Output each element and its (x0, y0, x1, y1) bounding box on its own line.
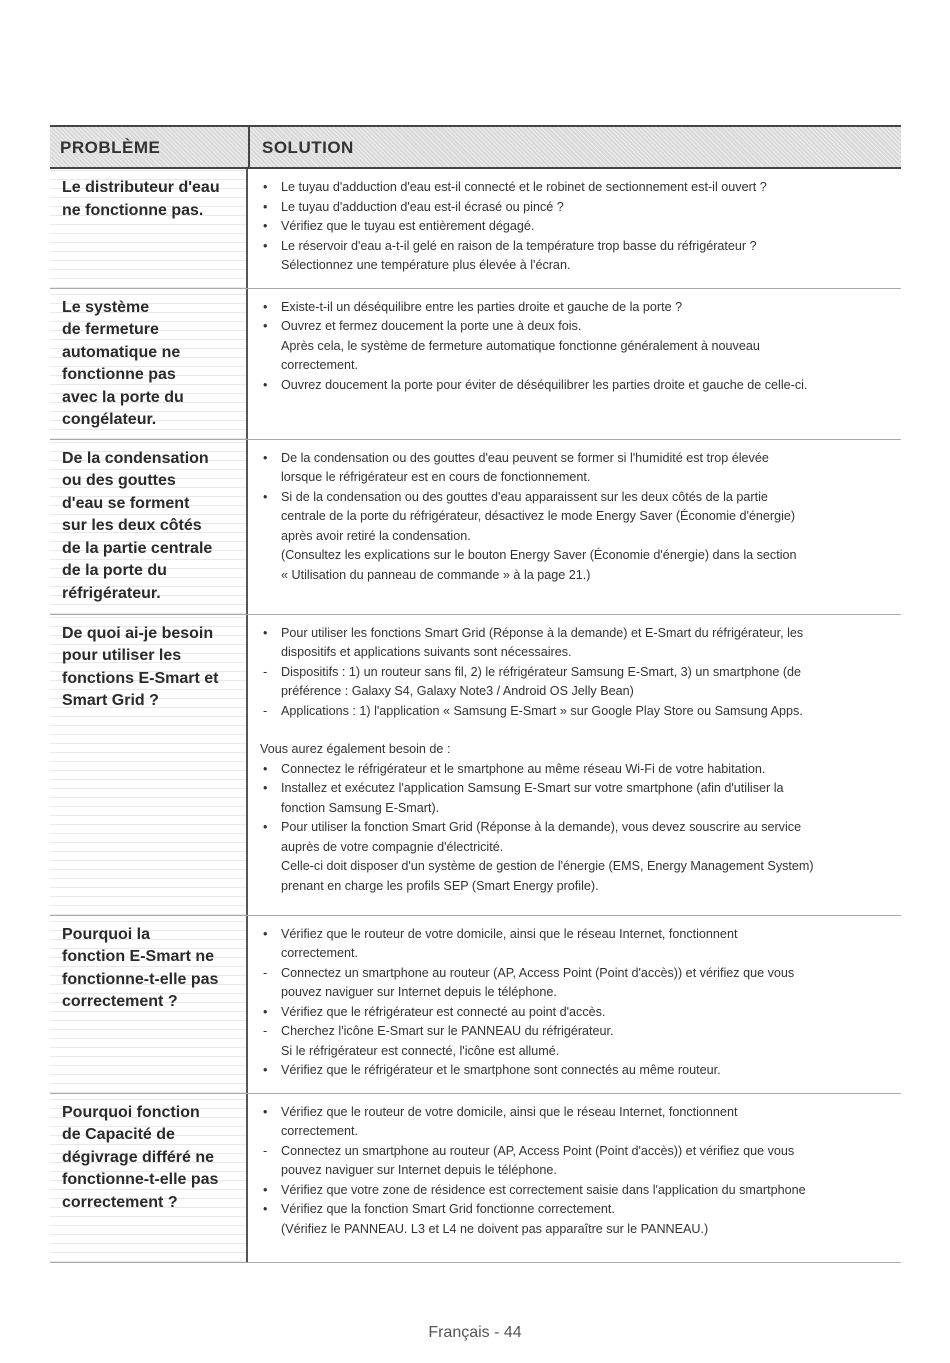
header-divider (248, 127, 250, 167)
solution-text: Dispositifs : 1) un routeur sans fil, 2) le réfrigérateur Samsung E-Smart, 3) un smartphone (de (281, 664, 802, 679)
solution-line (260, 198, 891, 218)
solution-text: (Vérifiez le PANNEAU. L3 et L4 ne doivent pas apparaître sur le PANNEAU.) (281, 1221, 709, 1236)
solution-line (260, 527, 891, 547)
problem-text: correctement ? (62, 993, 178, 1010)
dash-icon: - (263, 703, 268, 718)
table-row (50, 440, 901, 615)
solution-line (260, 925, 891, 945)
bullet-icon: • (263, 319, 268, 333)
solution-line (260, 779, 891, 799)
problem-text: De quoi ai-je besoin (62, 624, 214, 642)
solution-text: Le tuyau d'adduction d'eau est-il écrasé ou pincé ? (281, 199, 564, 214)
bullet-icon: • (263, 180, 268, 194)
problem-text: de la partie centrale (62, 539, 213, 557)
solution-text: correctement. (281, 358, 358, 372)
solution-text: Vérifiez que le réfrigérateur est connecté au point d'accès. (281, 1004, 606, 1019)
solution-line (260, 643, 891, 663)
problem-text: Pourquoi fonction (62, 1103, 200, 1121)
solution-text: Vérifiez que le routeur de votre domicile, ainsi que le réseau Internet, fonctionnent (281, 926, 738, 941)
solution-text: (Consultez les explications sur le bouton Energy Saver (Économie d'énergie) dans la section (281, 548, 797, 562)
solution-text: Ouvrez et fermez doucement la porte une à deux fois. (281, 319, 582, 333)
solution-cell (248, 1094, 901, 1262)
solution-text: Pour utiliser les fonctions Smart Grid (Réponse à la demande) et E-Smart du réfrigérateur, les (281, 625, 804, 640)
solution-line (260, 178, 891, 198)
solution-text: correctement. (281, 946, 358, 960)
problem-text: dégivrage différé ne (62, 1148, 215, 1166)
bullet-icon: • (263, 299, 268, 314)
solution-text: Vérifiez que le réfrigérateur et le smartphone sont connectés au même routeur. (281, 1063, 721, 1077)
page-footer: Français - 44 (428, 1324, 522, 1341)
bullet-icon: • (263, 761, 268, 776)
solution-text: Le tuyau d'adduction d'eau est-il connecté et le robinet de sectionnement est-il ouvert ? (281, 180, 767, 194)
solution-text: auprès de votre compagnie d'électricité. (281, 839, 504, 854)
solution-line (260, 1161, 891, 1181)
solution-line (260, 1103, 891, 1123)
solution-text: Connectez le réfrigérateur et le smartphone au même réseau Wi-Fi de votre habitation. (281, 761, 766, 776)
solution-line (260, 1181, 891, 1201)
dash-icon: - (263, 1143, 268, 1158)
solution-cell (248, 440, 901, 614)
solution-line (260, 317, 891, 337)
bullet-icon: • (263, 820, 268, 834)
problem-text: fonctionne-t-elle pas (62, 1171, 219, 1188)
solution-text: Si le réfrigérateur est connecté, l'icône est allumé. (281, 1043, 560, 1058)
problem-text: de la porte du (62, 562, 167, 579)
solution-text: Vous aurez également besoin de : (260, 742, 451, 756)
solution-text: Installez et exécutez l'application Samsung E-Smart sur votre smartphone (afin d'utiliser la (281, 781, 784, 795)
problem-cell (50, 615, 248, 915)
solution-line (260, 356, 891, 376)
dash-icon: - (263, 965, 268, 980)
solution-text: Après cela, le système de fermeture automatique fonctionne généralement à nouveau (281, 338, 760, 353)
problem-text: de fermeture (62, 321, 159, 338)
solution-text: prenant en charge les profils SEP (Smart Energy profile). (281, 878, 599, 893)
problem-text: congélateur. (62, 411, 157, 428)
solution-text: Connectez un smartphone au routeur (AP, Access Point (Point d'accès)) et vérifiez que vous (281, 1143, 795, 1158)
solution-line (260, 624, 891, 644)
problem-text: avec la porte du (62, 388, 184, 406)
solution-line (260, 468, 891, 488)
bullet-icon: • (263, 1182, 268, 1197)
solution-text: Si de la condensation ou des gouttes d'eau apparaissent sur les deux côtés de la partie (281, 489, 768, 504)
table-row (50, 916, 901, 1094)
solution-line (260, 702, 891, 722)
solution-line (260, 760, 891, 780)
problem-text: correctement ? (62, 1193, 178, 1211)
solution-line (260, 877, 891, 897)
solution-line (260, 983, 891, 1003)
solution-column-header: SOLUTION (262, 138, 354, 157)
solution-text: « Utilisation du panneau de commande » à la page 21.) (281, 567, 591, 582)
dash-icon: - (263, 1024, 268, 1038)
solution-line (260, 337, 891, 357)
problem-text: pour utiliser les (62, 647, 182, 664)
table-header (50, 125, 901, 169)
solution-text: Le réservoir d'eau a-t-il gelé en raison de la température trop basse du réfrigérateur ? (281, 238, 757, 253)
solution-line (260, 682, 891, 702)
solution-line (260, 1142, 891, 1162)
problem-text: réfrigérateur. (62, 584, 161, 602)
solution-text: préférence : Galaxy S4, Galaxy Note3 / Android OS Jelly Bean) (281, 684, 634, 698)
problem-text: fonction E-Smart ne (62, 948, 215, 965)
solution-text: pouvez naviguer sur Internet depuis le téléphone. (281, 1163, 557, 1177)
solution-text: centrale de la porte du réfrigérateur, désactivez le mode Energy Saver (Économie d'énergie) (281, 509, 796, 523)
solution-cell (248, 169, 901, 288)
problem-text: d'eau se forment (62, 494, 190, 512)
problem-text: sur les deux côtés (62, 517, 202, 534)
solution-text: Sélectionnez une température plus élevée à l'écran. (281, 258, 571, 272)
bullet-icon: • (263, 489, 268, 504)
table-row (50, 1094, 901, 1263)
problem-text: ne fonctionne pas. (62, 201, 204, 219)
solution-line (260, 1200, 891, 1220)
bullet-icon: • (263, 1004, 268, 1019)
solution-text: Vérifiez que le tuyau est entièrement dégagé. (281, 219, 535, 233)
problem-text: fonctionne pas (62, 366, 176, 383)
solution-line (260, 838, 891, 858)
table-row (50, 615, 901, 916)
solution-line (260, 546, 891, 566)
solution-line (260, 376, 891, 396)
solution-text: correctement. (281, 1124, 358, 1138)
solution-line (260, 818, 891, 838)
solution-line (260, 488, 891, 508)
problem-cell (50, 916, 248, 1093)
solution-line (260, 507, 891, 527)
problem-text: fonctionne-t-elle pas (62, 970, 219, 988)
bullet-icon: • (263, 450, 268, 465)
solution-line (260, 1061, 891, 1081)
solution-line (260, 449, 891, 469)
table-body (50, 169, 901, 1263)
solution-line (260, 663, 891, 683)
table-row (50, 169, 901, 289)
bullet-icon: • (263, 219, 268, 233)
solution-text: Pour utiliser la fonction Smart Grid (Réponse à la demande), vous devez souscrire au service (281, 820, 802, 834)
bullet-icon: • (263, 199, 268, 214)
bullet-icon: • (263, 1202, 268, 1216)
problem-cell (50, 289, 248, 439)
solution-cell (248, 916, 901, 1093)
solution-text: Vérifiez que le routeur de votre domicile, ainsi que le réseau Internet, fonctionnent (281, 1104, 738, 1119)
problem-cell (50, 169, 248, 288)
bullet-icon: • (263, 1063, 268, 1077)
solution-line (260, 566, 891, 586)
solution-text: Existe-t-il un déséquilibre entre les parties droite et gauche de la porte ? (281, 299, 683, 314)
solution-line (260, 944, 891, 964)
solution-line (260, 1220, 891, 1240)
problem-text: De la condensation (62, 449, 209, 467)
problem-text: automatique ne (62, 343, 181, 361)
solution-line (260, 799, 891, 819)
solution-line (260, 256, 891, 276)
problem-text: ou des gouttes (62, 472, 176, 489)
problem-text: fonctions E-Smart et (62, 669, 219, 687)
solution-text: pouvez naviguer sur Internet depuis le téléphone. (281, 985, 557, 999)
solution-line (260, 740, 891, 760)
problem-text: de Capacité de (62, 1126, 175, 1143)
troubleshooting-table (50, 125, 901, 1263)
solution-text: Cherchez l'icône E-Smart sur le PANNEAU du réfrigérateur. (281, 1024, 614, 1038)
dash-icon: - (263, 664, 268, 679)
solution-text: dispositifs et applications suivants sont nécessaires. (281, 645, 572, 659)
bullet-icon: • (263, 238, 268, 253)
problem-text: Pourquoi la (62, 925, 150, 943)
bullet-icon: • (263, 781, 268, 795)
problem-cell (50, 1094, 248, 1262)
problem-column-header: PROBLÈME (60, 138, 161, 157)
solution-text: lorsque le réfrigérateur est en cours de fonctionnement. (281, 470, 591, 484)
solution-line (260, 964, 891, 984)
solution-text: après avoir retiré la condensation. (281, 528, 471, 543)
problem-text: Smart Grid ? (62, 692, 159, 709)
solution-text: De la condensation ou des gouttes d'eau peuvent se former si l'humidité est trop élevée (281, 450, 769, 465)
problem-text: Le distributeur d'eau (62, 179, 220, 196)
solution-text: Vérifiez que votre zone de résidence est correctement saisie dans l'application du smartphone (281, 1182, 806, 1197)
solution-line (260, 1122, 891, 1142)
solution-text: fonction Samsung E-Smart). (281, 800, 440, 815)
solution-text: Connectez un smartphone au routeur (AP, Access Point (Point d'accès)) et vérifiez que vous (281, 965, 795, 980)
problem-text: Le système (62, 298, 150, 316)
solution-cell (248, 289, 901, 439)
solution-text: Celle-ci doit disposer d'un système de gestion de l'énergie (EMS, Energy Management System) (281, 859, 814, 873)
solution-line (260, 1042, 891, 1062)
solution-text: Applications : 1) l'application « Samsung E-Smart » sur Google Play Store ou Samsung Apps. (281, 703, 803, 718)
solution-cell (248, 615, 901, 915)
bullet-icon: • (263, 377, 268, 392)
problem-cell (50, 440, 248, 614)
solution-line (260, 237, 891, 257)
solution-line (260, 857, 891, 877)
solution-text: Vérifiez que la fonction Smart Grid fonctionne correctement. (281, 1202, 615, 1216)
bullet-icon: • (263, 625, 268, 640)
solution-line (260, 1003, 891, 1023)
solution-line (260, 217, 891, 237)
solution-line (260, 1022, 891, 1042)
bullet-icon: • (263, 926, 268, 941)
solution-line (260, 298, 891, 318)
bullet-icon: • (263, 1104, 268, 1119)
solution-text: Ouvrez doucement la porte pour éviter de déséquilibrer les parties droite et gauche de celle-ci. (281, 377, 808, 392)
table-row (50, 289, 901, 440)
